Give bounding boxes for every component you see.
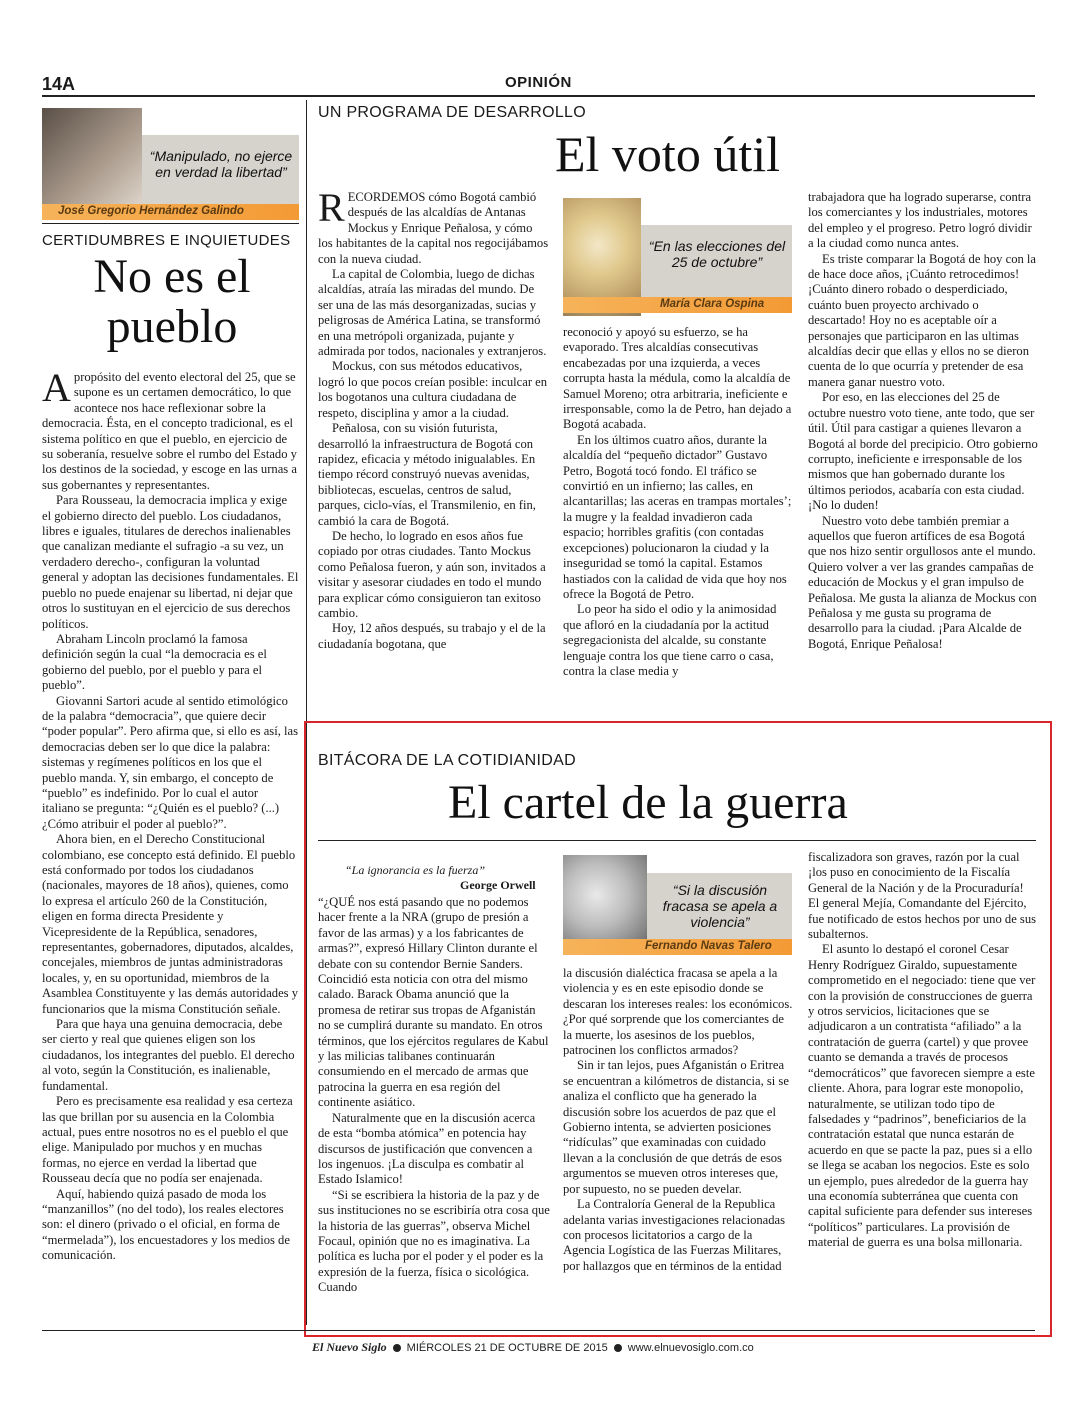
paragraph: Es triste comparar la Bogotá de hoy con la de hace doce años, ¡Cuánto retrocedimos! ¡Cuánto dinero robado o desperdiciado, cuánto buen proyecto archivado o descartado! Hoy no es aceptable oír a personajes que participaron en las ultimas alcaldías decir que ellas y ellos no se dieron cuenta de lo que ocurría y pretender de esa manera ganar nuestro voto. (808, 251, 1037, 389)
paragraph: “Si se escribiera la historia de la paz y de sus instituciones no se escribiría otra cosa que la historia de las guerras”, observa Michel Focaul, opinión que no es imaginativa. La política es lucha por el poder y el poder es la expresión de la fuerza, física o sicológica. Cuando (318, 1187, 550, 1295)
pullquote: “En las elecciones del 25 de octubre” (648, 238, 786, 270)
epigraph: “La ignorancia es la fuerza” (345, 863, 486, 877)
footer-url[interactable]: www.elnuevosiglo.com.co (627, 1342, 754, 1354)
article-column-3 (808, 850, 1038, 1320)
paragraph: la discusión dialéctica fracasa se apela a la violencia y es en este episodio donde se descaran los intereses reales: los económicos. ¿Por qué sorprende que los comerciantes de la muerte, los asesinos de los pueblos, patrocinen los conflictos armados? (563, 966, 793, 1058)
kicker: UN PROGRAMA DE DESARROLLO (318, 104, 586, 121)
paragraph: Lo peor ha sido el odio y la animosidad que afloró en la ciudadanía por la actitud segregacionista del alcalde, su constante lenguaje contra los que tiene carro o casa, contra la clase media y (563, 602, 777, 678)
bullet-icon (614, 1344, 622, 1352)
column-rule (42, 223, 299, 224)
kicker: CERTIDUMBRES E INQUIETUDES (42, 232, 291, 249)
footer (312, 1340, 754, 1355)
author-name: Fernando Navas Talero (645, 940, 772, 952)
footer-paper: El Nuevo Siglo (312, 1340, 387, 1354)
paragraph: Pero es precisamente esa realidad y esa certeza las que brillan por su ausencia en la Colombia actual, pues entre nosotros no es el pueblo el que elige. Manipulado por muchos y en muchas formas, no ejerce en verdad la libertad que Rousseau decía que no podía ser enajenada. (42, 1094, 293, 1186)
paragraph: El asunto lo destapó el coronel Cesar Henry Rodríguez Giraldo, supuestamente comprometido en el negociado: tiene que ver con la provisión de construcciones de guerra y otros servicios, licitaciones que se adjudicaron a un contratista “afiliado” a la contratación de guerra (cartel) y que provee cuanto se demanda a través de procesos “democráticos” que favorecen siempre a este cliente. Ahora, para lograr este monopolio, naturalmente, se utilizan todo tipo de falsedades y “padrinos”, beneficiarios de la contratación estatal que nunca estarán de acuerdo en que se pacte la paz, pues si a ello se llega se acaban los negocios. Este es solo un ejemplo, pues alrededor de la guerra hay una economía subterránea que cuenta con capital suficiente para defender sus intereses “políticos” particulares. La provisión de material de guerra es una bolsa millonaria. (808, 942, 1036, 1250)
paragraph: propósito del evento electoral del 25, que se supone es un certamen democrático, lo que acontece nos hace reflexionar sobre la democracia. Ésta, en el concepto tradicional, es el sistema político en que el pueblo, en ejercicio de su soberanía, resuelve sobre el rumbo del Estado y los destinos de la sociedad, y escoge en las urnas a sus gobernantes y representantes. (42, 370, 297, 492)
paragraph: fiscalizadora son graves, razón por la cual ¡los puso en conocimiento de la Fiscalía General de la Nación y de la Procuraduría! El general Mejía, Comandante del Ejército, fue notificado de estos hechos por uno de sus subalternos. (808, 850, 1037, 942)
paragraph: Sin ir tan lejos, pues Afganistán o Eritrea se encuentran a kilómetros de distancia, si se analiza el conflicto que ha generado la discusión sobre los acuerdos de paz que el Gobierno intenta, se advierten posiciones “ridículas” que examinadas con cuidado llevan a la conclusión de que detrás de esos argumentos se mueven otros intereses que, por supuesto, no se pueden develar. (563, 1058, 789, 1196)
author-name: José Gregorio Hernández Galindo (58, 205, 244, 217)
article-column-1 (318, 895, 550, 1320)
author-name: María Clara Ospina (660, 298, 765, 310)
pullquote: “Manipulado, no ejerce en verdad la libertad” (149, 148, 293, 180)
paragraph: Giovanni Sartori acude al sentido etimológico de la palabra “democracia”, que quiere decir “poder popular”. Pero afirma que, si ello es así, las democracias deben ser lo que dice la palabra: sistemas y regímenes políticos en los que el pueblo manda. Y, sin embargo, el concepto de “pueblo” es indefinido. Por lo cual el autor italiano se pregunta: “¿Quién es el pueblo? (...) ¿Cómo atribuir el poder al pueblo?”. (42, 693, 298, 831)
article-column-2 (563, 966, 795, 1321)
headline: El voto útil (555, 126, 780, 182)
footer-date: MIÉRCOLES 21 DE OCTUBRE DE 2015 (406, 1342, 608, 1354)
paragraph: Peñalosa, con su visión futurista, desarrolló la infraestructura de Bogotá con rapidez, eficacia y método inigualables. En tiempo récord construyó nuevas avenidas, bibliotecas, escuelas, centros de salud, parques, ciclo-vías, el Transmilenio, en fin, cambió la cara de Bogotá. (318, 421, 536, 528)
paragraph: trabajadora que ha logrado superarse, contra los comerciantes y los industriales, motores del empleo y el progreso. Petro logró dividir a la ciudad como nunca antes. (808, 190, 1032, 251)
drop-cap: A (42, 370, 71, 410)
paragraph: Nuestro voto debe también premiar a aquellos que fueron artífices de esa Bogotá que nos hizo sentir orgullosos ante el mundo. Quiero volver a ver las grandes campañas de educación de Mockus y el gran impulso de Peñalosa. Me gusta la alianza de Mockus con Peñalosa y me gusta su programa de desarrollo para la ciudad. ¡Para Alcalde de Bogotá, Enrique Peñalosa! (808, 513, 1037, 651)
footer-rule (42, 1330, 1035, 1331)
article-column-1 (318, 190, 550, 710)
kicker: BITÁCORA DE LA COTIDIANIDAD (318, 752, 576, 769)
paragraph: Mockus, con sus métodos educativos, logró lo que pocos creían posible: inculcar en los bogotanos una cultura ciudadana de respeto, disciplina y amor a la ciudad. (318, 359, 548, 420)
paragraph: En los últimos cuatro años, durante la alcaldía del “pequeño dictador” Gustavo Petro, Bogotá tocó fondo. El tráfico se convirtió en un infierno; las calles, en alcantarillas; las aceras en trampas mortales’; la mugre y la fealdad invadieron cada espacio; horribles grafitis (con contadas excepciones) polucionaron la ciudad y la inseguridad se tomó la capital. Estamos hastiados con la calidad de vida que hoy nos ofrece la Bogotá de Petro. (563, 432, 792, 601)
article-column-3 (808, 190, 1038, 710)
article-column-2 (563, 325, 795, 710)
paragraph: “¿QUÉ nos está pasando que no podemos hacer frente a la NRA (grupo de presión a favor de las armas) y a los fabricantes de armas?”, expresó Hillary Clinton durante el debate con su contendor Bernie Sanders. Coincidió esta noticia con otra del mismo calado. Barack Obama anunció que la promesa de retirar sus tropas de Afganistán no se cumplirá durante su mandato. En otros términos, que los ejércitos regulares de Kabul y las milicias talibanes continuarán consumiendo en el mercado de armas que patrocina la guerra en esa región del continente asiático. (318, 895, 549, 1110)
author-photo (42, 108, 142, 218)
drop-cap: R (318, 190, 345, 230)
paragraph: Aquí, habiendo quizá pasado de moda los “manzanillos” (no del todo), los reales electores son: el dinero (privado o el oficial, en forma de “mermelada”), los encuestadores y los medios de comunicación. (42, 1186, 290, 1263)
paragraph: La Contraloría General de la Republica adelanta varias investigaciones relacionadas con procesos licitatorios a cargo de la Agencia Logística de las Fuerzas Militares, por hallazgos que en términos de la entidad (563, 1197, 786, 1273)
section-title: OPINIÓN (505, 74, 572, 91)
paragraph: De hecho, lo logrado en esos años fue copiado por otras ciudades. Tanto Mockus como Peñalosa fueron, y aún son, invitados a visitar y asesorar ciudades en todo el mundo para explicar cómo consiguieron tan exitoso cambio. (318, 528, 546, 620)
paragraph: Para que haya una genuina democracia, debe ser cierto y real que quienes eligen son los ciudadanos, los integrantes del pueblo. El derecho al voto, según la Constitución, es inalienable, fundamental. (42, 1017, 295, 1093)
paragraph: ECORDEMOS cómo Bogotá cambió después de las alcaldías de Antanas Mockus y Enrique Peñalosa, y cómo los habitantes de la capital nos regocijábamos con la nueva ciudad. (318, 190, 549, 266)
paragraph: Para Rousseau, la democracia implica y exige el gobierno directo del pueblo. Los ciudadanos, libres e iguales, titulares de derechos inalienables que canalizan mediante el sufragio -a su vez, un verdadero derecho-, configuran la voluntad general y adoptan las decisiones fundamentales. El pueblo no puede enajenar su libertad, ni dejar que otros lo sustituyan en el ejercicio de sus derechos políticos. (42, 493, 299, 631)
article-body (42, 370, 299, 1320)
epigraph-author: George Orwell (460, 878, 536, 892)
headline: No es el pueblo (93, 250, 251, 354)
headline: El cartel de la guerra (448, 776, 848, 829)
bullet-icon (393, 1344, 401, 1352)
paragraph: Abraham Lincoln proclamó la famosa definición según la cual “la democracia es el gobierno del pueblo, por el pueblo y para el pueblo”. (42, 631, 267, 693)
header-rule (42, 95, 1035, 97)
pullquote: “Si la discusión fracasa se apela a violencia” (662, 882, 778, 930)
paragraph: La capital de Colombia, luego de dichas alcaldías, atraía las miradas del mundo. De ser una de las más desorganizadas, sucias y peligrosas de América Latina, se transformó en una metrópoli organizada, pujante y admirada por todos, nacionales y extranjeros. (318, 267, 547, 359)
paragraph: Ahora bien, en el Derecho Constitucional colombiano, ese concepto está definido. El pueblo está conformado por todos los ciudadanos (nacionales, mayores de 18 años), quienes, como lo expresa el artículo 260 de la Constitución, eligen en forma directa Presidente y Vicepresidente de la República, senadores, representantes, gobernadores, diputados, alcaldes, concejales, miembros de juntas administradoras locales, y, en su oportunidad, miembros de la Asamblea Constituyente y las demás autoridades y funcionarios que la misma Constitución señale. (42, 832, 299, 1016)
paragraph: reconoció y apoyó su esfuerzo, se ha evaporado. Tres alcaldías consecutivas encabezadas por una izquierda, a veces corrupta hasta la médula, como la alcaldía de Samuel Moreno; otra arbitraria, ineficiente e irresponsable, como la de Petro, han dejado a Bogotá acabada. (563, 325, 792, 432)
page-number: 14A (42, 74, 76, 94)
paragraph: Naturalmente que en la discusión acerca de esta “bomba atómica” en potencia hay discursos de justificación que convencen a los ingenuos. ¡La disculpa es combatir al Estado Islamico! (318, 1110, 536, 1187)
paragraph: Hoy, 12 años después, su trabajo y el de la ciudadanía bogotana, que (318, 621, 546, 651)
section-rule (318, 840, 1036, 841)
paragraph: Por eso, en las elecciones del 25 de octubre nuestro voto tiene, ante todo, que ser útil. Útil para castigar a quienes llevaron a Bogotá al borde del precipicio. Otro gobierno corrupto, ineficiente e irresponsable de los mismos que han gobernado durante los últimos periodos, acabaría con esta ciudad. ¡No lo duden! (808, 390, 1038, 513)
